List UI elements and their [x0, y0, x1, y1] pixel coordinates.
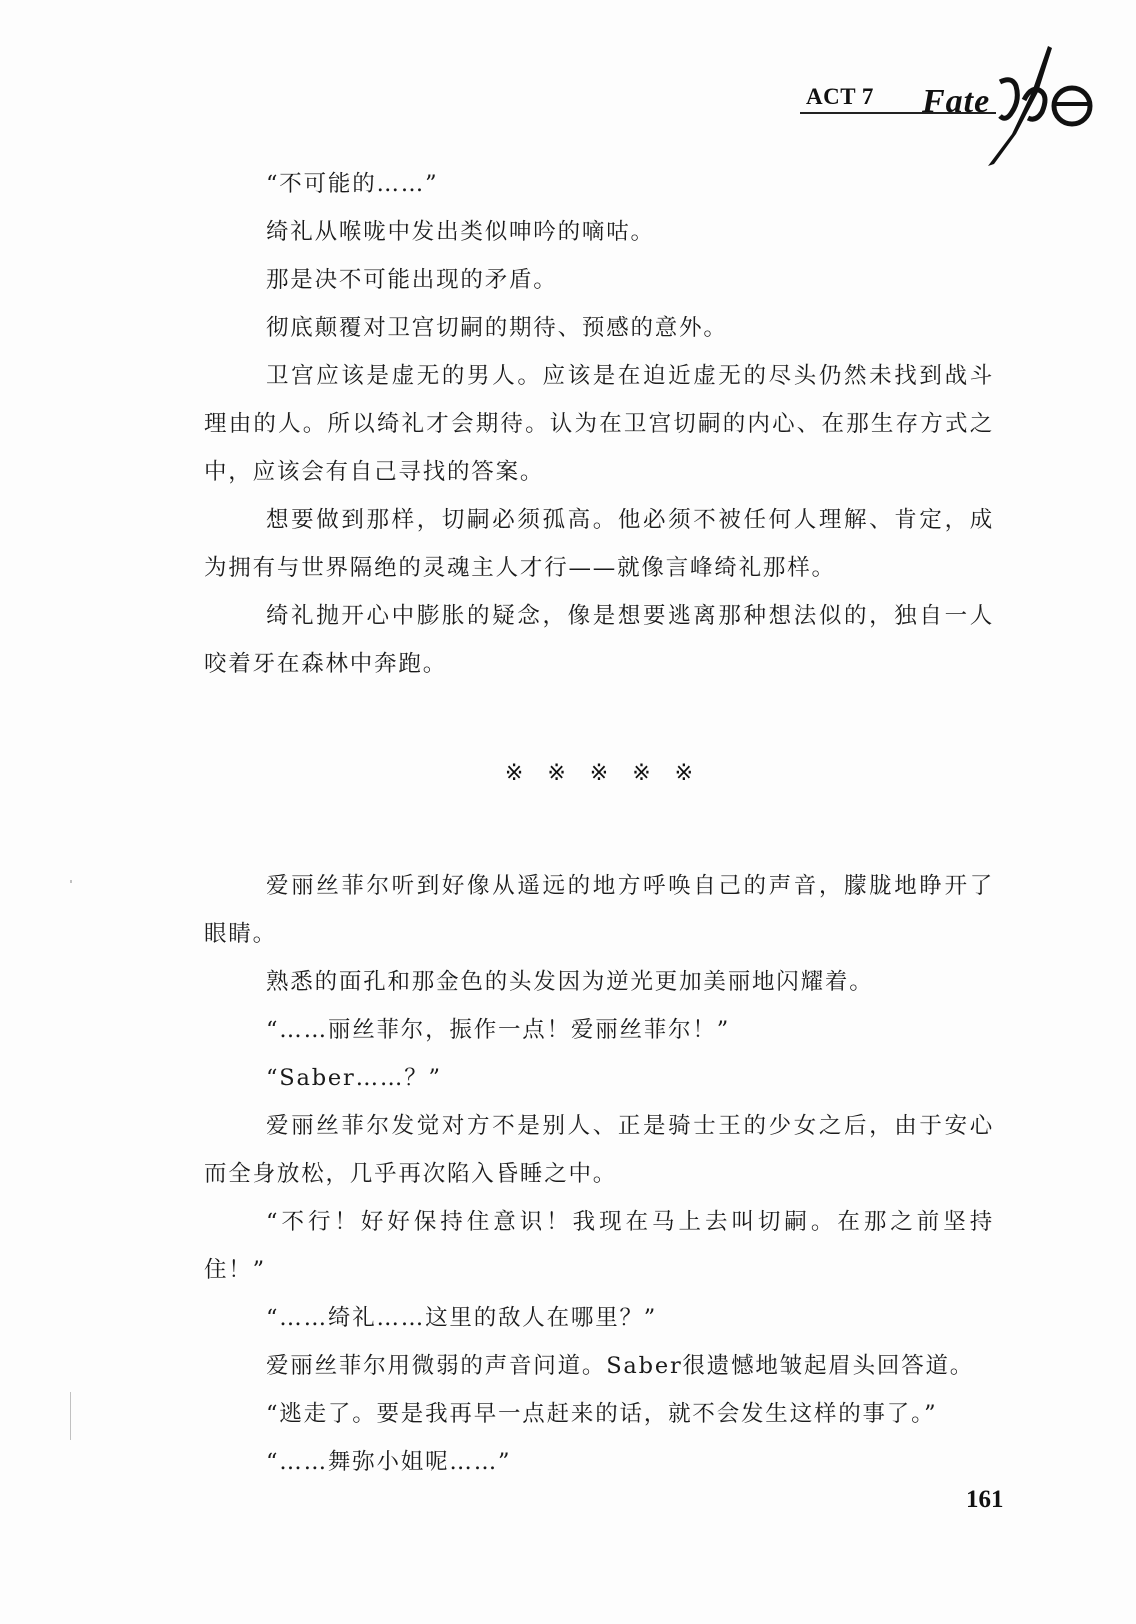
main-text — [204, 160, 994, 1486]
scene-separator: ※※※※※ — [504, 761, 718, 786]
paragraph: “……绮礼……这里的敌人在哪里？” — [266, 1305, 658, 1331]
paragraph: “……舞弥小姐呢……” — [266, 1449, 512, 1475]
paragraph: 爱丽丝菲尔用微弱的声音问道。Saber很遗憾地皱起眉头回答道。 — [266, 1353, 975, 1379]
paragraph: 绮礼从喉咙中发出类似呻吟的嘀咕。 — [266, 219, 655, 245]
paragraph: 那是决不可能出现的矛盾。 — [266, 267, 558, 293]
paragraph: 绮礼抛开心中膨胀的疑念，像是想要逃离那种想法似的，独自一人咬着牙在森林中奔跑。 — [204, 603, 994, 677]
paragraph: “不可能的……” — [266, 171, 439, 197]
paragraph: 爱丽丝菲尔听到好像从遥远的地方呼唤自己的声音，朦胧地睁开了眼睛。 — [204, 873, 994, 947]
paragraph: 熟悉的面孔和那金色的头发因为逆光更加美丽地闪耀着。 — [266, 969, 874, 995]
paragraph: 想要做到那样，切嗣必须孤高。他必须不被任何人理解、肯定，成为拥有与世界隔绝的灵魂主人才行——就像言峰绮礼那样。 — [204, 507, 994, 581]
page-number: 161 — [966, 1486, 1004, 1513]
scan-mark — [70, 880, 72, 883]
fate-zero-logo — [920, 42, 1110, 178]
paragraph: “不行！好好保持住意识！我现在马上去叫切嗣。在那之前坚持住！” — [204, 1209, 994, 1283]
chapter-header: ACT 7 — [806, 84, 874, 109]
paragraph: “Saber……？” — [266, 1065, 442, 1091]
paragraph: 爱丽丝菲尔发觉对方不是别人、正是骑士王的少女之后，由于安心而全身放松，几乎再次陷入昏睡之中。 — [204, 1113, 994, 1187]
paragraph: “逃走了。要是我再早一点赶来的话，就不会发生这样的事了。” — [266, 1401, 938, 1427]
scan-mark — [70, 1392, 71, 1440]
svg-text:Fate: Fate — [922, 83, 991, 120]
paragraph: 卫宫应该是虚无的男人。应该是在迫近虚无的尽头仍然未找到战斗理由的人。所以绮礼才会期待。认为在卫宫切嗣的内心、在那生存方式之中，应该会有自己寻找的答案。 — [204, 363, 994, 485]
paragraph: “……丽丝菲尔，振作一点！爱丽丝菲尔！” — [266, 1017, 731, 1043]
paragraph: 彻底颠覆对卫宫切嗣的期待、预感的意外。 — [266, 315, 728, 341]
